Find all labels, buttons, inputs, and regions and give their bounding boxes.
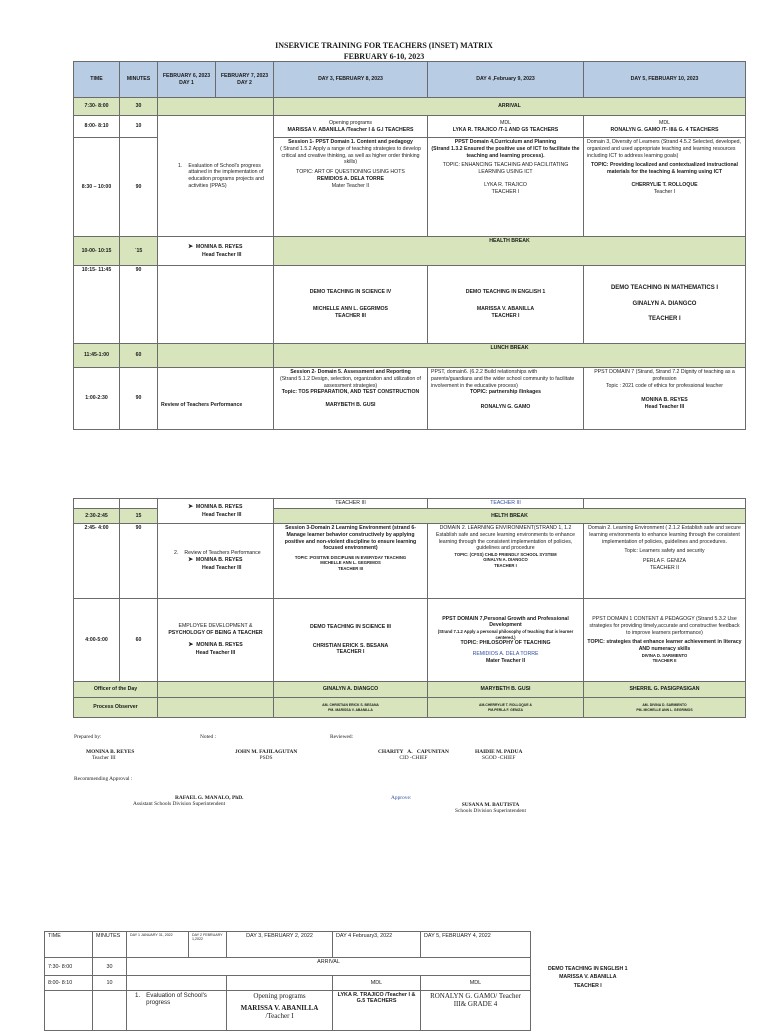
cell-line: PM-PERLA F. GENIZA — [488, 707, 523, 712]
session-title: PPST, domain6. (6.2.2 Build relationships with parents/guardians and the wider school community to facilitate involvement in the educative process) — [431, 369, 575, 389]
presenter-line — [161, 642, 270, 650]
prepared-by-label: Prepared by: — [74, 734, 102, 740]
day3-cell — [274, 524, 428, 599]
speaker-role: Mater Teacher II — [331, 182, 370, 189]
strand-text: (Strand 7.1.2 Apply a personal philosophy of teaching that is learner centered.) — [437, 629, 574, 640]
cell-line: Opening programs — [329, 119, 372, 126]
speaker-role: Head Teacher III — [644, 404, 685, 410]
signatory-role: Assistant Schools Division Superintendent — [133, 801, 226, 807]
day4-cell: MARYBETH B. GUSI — [428, 682, 584, 698]
session-title: Session 1- PPST Domain 1. Content and pedagogy — [288, 139, 413, 145]
empty-cell — [584, 499, 746, 509]
signatory-noted — [235, 749, 297, 761]
speaker-role: TEACHER III — [335, 312, 366, 319]
cell-line: MARISSA V. ABANILLA /Teacher I & G.I TEACHERS — [287, 126, 414, 133]
signatory-approve — [455, 802, 526, 814]
previous-matrix-table — [44, 931, 531, 1031]
time-cell: 10-00- 10:15 — [74, 237, 120, 266]
cell-line: AM- CHRISTIAN ERICK S. BESANA — [322, 703, 379, 708]
cell-line: PM- MARISSA V. ABANILLA — [328, 707, 373, 712]
presenter-name: MONINA B. REYES — [195, 243, 243, 250]
speaker-name: GINALYN A. DIANGCO — [632, 300, 697, 307]
session-title: Session 2- Domain 5. Assessment and Reporting — [290, 369, 411, 375]
speaker-name: CHRISTIAN ERICK S. BESANA — [312, 642, 389, 649]
speaker-name: MICHELLE ANN L. GEGRIMOS — [320, 560, 381, 566]
header-day5: DAY 5, FEBRUARY 4, 2022 — [421, 932, 531, 958]
day3-cell — [274, 116, 428, 138]
day3-cell: GINALYN A. DIANGCO — [274, 682, 428, 698]
time-cell: 2:45- 4:00 — [74, 524, 120, 599]
speaker-name: REMIDIOS A. DELA TORRE — [317, 175, 384, 182]
day4-cell — [428, 599, 584, 682]
empty-cell — [74, 499, 120, 509]
side-note-title: DEMO TEACHING IN ENGLISH 1 — [548, 966, 628, 972]
minutes-cell: 90 — [120, 524, 158, 599]
speaker-role: TEACHER III — [338, 565, 363, 571]
day3-cell — [274, 698, 428, 718]
day4-cell — [428, 266, 584, 344]
cell-line: MARISSA V. ABANILLA — [240, 1004, 319, 1012]
speaker-name: GINALYN A. DIANGCO — [483, 557, 528, 563]
day5-cell — [584, 524, 746, 599]
signatory-name: MONINA B. REYES — [86, 749, 135, 755]
presenter-line — [174, 557, 270, 565]
presenter-name: MONINA B. REYES — [196, 642, 243, 649]
presenter-name: MONINA B. REYES — [195, 503, 243, 510]
table-row — [74, 237, 746, 266]
cell-line: RONALYN G. GAMO /T- III& G. 4 TEACHERS — [610, 126, 719, 133]
empty-cell — [158, 98, 274, 116]
header-day1: DAY 1 JANUARY 31, 2022 — [127, 932, 189, 958]
header-day5: DAY 5, FEBRUARY 10, 2023 — [584, 62, 746, 98]
day5-cell: RONALYN G. GAMO/ Teacher III& GRADE 4 — [421, 991, 531, 1031]
topic-text: Topic : 2021 code of ethics for professional teacher — [605, 382, 724, 389]
day3-cell — [274, 266, 428, 344]
day12-cell — [158, 499, 274, 524]
speaker-role: TEACHER I — [494, 562, 517, 568]
inset-matrix-table-continued — [73, 498, 746, 718]
table-row — [45, 991, 531, 1031]
arrow-icon: ➤ — [188, 243, 194, 250]
session-title: Domain 2. Learning Environment ( 2.1.2 Establish safe and secure learning environments to enhance learning through the consistent implementation of policies, guidelines and procedures. — [588, 525, 741, 545]
day5-cell — [584, 698, 746, 718]
session-title: Domain 3, Diversity of Learners (Strand 4.5.2 Selected, developed, organized and used appropriate teaching and learning resources including ICT to address learning goals) — [587, 139, 741, 159]
topic-text: TOPIC: PHILOSOPHY OF TEACHING — [460, 640, 551, 647]
strand-text: (Strand 1.3.2 Ensured the positive use of ICT to facilitate the teaching and learning process). — [431, 145, 580, 159]
header-day2: DAY 2 FEBRUARY 1,2022 — [189, 932, 227, 958]
minutes-cell: `15 — [120, 237, 158, 266]
signatory-name: HAIDIE M. PADUA — [475, 749, 523, 755]
cell-line: /Teacher I — [265, 1012, 294, 1020]
list-number: 2. — [174, 550, 179, 557]
side-note — [548, 965, 628, 990]
signatory-reviewed-1 — [378, 749, 449, 761]
session-title: PPST DOMAIN 1 CONTENT & PEDAGOGY (Strand 5.3.2 Use strategies for providing timely,accurate and constructive feedback to improve learners performance) — [589, 616, 740, 636]
speaker-name: MICHELLE ANN L. GEGRIMOS — [312, 306, 389, 313]
day3-cell — [274, 368, 428, 430]
minutes-cell: 10 — [93, 976, 127, 991]
empty-cell — [158, 344, 274, 368]
signatory-recommending — [133, 795, 243, 807]
time-cell: 11:45-1:00 — [74, 344, 120, 368]
cell-line: Opening programs — [253, 992, 306, 1000]
speaker-role: TEACHER I — [648, 316, 681, 323]
minutes-cell: 90 — [120, 266, 158, 344]
empty-cell — [158, 682, 274, 698]
day5-cell — [584, 116, 746, 138]
day3-cell — [274, 599, 428, 682]
officer-label: Officer of the Day — [74, 682, 158, 698]
speaker-role: TEACHER I — [336, 649, 365, 656]
minutes-cell: 60 — [120, 344, 158, 368]
time-cell: 10:15- 11:45 — [74, 266, 120, 344]
speaker-role: Mater Teacher II — [485, 657, 526, 664]
day3-cell — [274, 138, 428, 237]
inset-matrix-table — [73, 61, 746, 430]
day4-cell: MDL — [333, 976, 421, 991]
speaker-role: TEACHER II — [649, 564, 680, 571]
side-note-role: TEACHER I — [573, 982, 602, 989]
ppas-item — [135, 992, 223, 1006]
speaker-name: RONALYN G. GAMO — [480, 404, 531, 410]
empty-cell — [158, 698, 274, 718]
presenter-role: Head Teacher III — [202, 511, 242, 518]
day12-ppas-cell — [158, 116, 274, 237]
cell-line: MDL — [659, 119, 670, 126]
header-day2: FEBRUARY 7, 2023 DAY 2 — [216, 62, 274, 98]
session-title: DOMAIN 2. LEARNING ENVIRONMENT(STRAND 1, 1.2 Establish safe and secure learning environments to enhance learning through the consistent implementation of policies, guidelines and procedure — [436, 525, 575, 552]
day12-cell — [158, 524, 274, 599]
day4-cell — [428, 524, 584, 599]
minutes-cell: 30 — [120, 98, 158, 116]
cell-line: AM-CHERRYLIE T. ROLLOQUE & — [479, 703, 532, 708]
table-row — [74, 116, 746, 138]
empty-cell — [45, 991, 93, 1031]
topic-text: Topic: TOS PREPARATION, AND TEST CONSTRUCTION — [281, 389, 420, 396]
day12-cell — [158, 237, 274, 266]
table-row — [74, 344, 746, 368]
speaker-role: Teacher I — [653, 188, 676, 195]
speaker-name: CHERRYLIE T. ROLLOQUE — [631, 181, 698, 188]
topic-text: TOPIC: Providing localized and contextualized instructional materials for the teaching & learning using ICT — [591, 162, 738, 175]
speaker-name: PERLA F. GENIZA — [643, 558, 686, 564]
list-number: 1. — [178, 162, 183, 169]
demo-title: DEMO TEACHING IN SCIENCE III — [310, 623, 391, 630]
speaker-name: MARISSA V. ABANILLA — [476, 306, 535, 313]
day4-cell — [428, 698, 584, 718]
table-row — [74, 499, 746, 509]
header-minutes: MINUTES — [93, 932, 127, 958]
table-row — [74, 682, 746, 698]
demo-title: DEMO TEACHING IN ENGLISH 1 — [465, 289, 546, 296]
empty-cell — [127, 976, 227, 991]
time-cell: 8:00- 8:10 — [45, 976, 93, 991]
signatory-role: SGOD -CHIEF — [481, 755, 516, 761]
empty-cell — [158, 266, 274, 344]
session-title: Session 3-Domain 2 Learning Environment (strand 6-Manage learner behavior constructively by applying positive and non-violent discipline to ensure learning focused environment) — [284, 525, 417, 552]
day12-cell: Review of Teachers Performance — [158, 368, 274, 430]
header-day1: FEBRUARY 6, 2023 DAY 1 — [158, 62, 216, 98]
reviewed-label: Reviewed: — [330, 734, 354, 740]
time-cell: 8:30 – 10:00 — [74, 138, 120, 237]
arrival-label: ARRIVAL — [127, 958, 531, 976]
day4-cell: LYKA R. TRAJICO /Teacher I & G.5 TEACHERS — [333, 991, 421, 1031]
header-time: TIME — [74, 62, 120, 98]
presenter-line — [188, 244, 270, 252]
session-title: PSYCHOLOGY OF BEING A TEACHER — [168, 629, 263, 636]
day5-cell — [584, 599, 746, 682]
header-day4: DAY 4 ,February 9, 2023 — [428, 62, 584, 98]
cell-line: PM- MICHELLE ANN L. GEGRIMOS — [636, 707, 693, 712]
speaker-name: MARYBETH B. GUSI — [325, 402, 376, 408]
demo-title: DEMO TEACHING IN SCIENCE IV — [309, 289, 392, 296]
day5-cell: MDL — [421, 976, 531, 991]
ppas-text: Evaluation of School's progress — [146, 992, 207, 1006]
topic-text: TOPIC: (CFSS) CHILD FRIENDLY SCHOOL SYSTEM — [454, 552, 557, 557]
header-day4: DAY 4 February3, 2022 — [333, 932, 421, 958]
header-minutes: MINUTES — [120, 62, 158, 98]
signatory-reviewed-2 — [475, 749, 522, 761]
minutes-cell: 30 — [93, 958, 127, 976]
document-title: INSERVICE TRAINING FOR TEACHERS (INSET) MATRIX — [275, 41, 493, 50]
session-title: PPST DOMAIN 7 (Strand, Strand 7.2 Dignity of teaching as a profession — [594, 369, 735, 382]
demo-title: DEMO TEACHING IN MATHEMATICS I — [610, 284, 719, 291]
signatory-name: JOHN M. FAJILAGUTAN — [235, 749, 298, 755]
table-row — [45, 958, 531, 976]
day12-cell — [127, 991, 227, 1031]
observer-label: Process Observer — [74, 698, 158, 718]
arrow-icon: ➤ — [188, 503, 194, 510]
speaker-name: MONINA B. REYES — [641, 397, 688, 404]
presenter-line — [188, 504, 270, 512]
strand-text: ( Strand 1.5.2 Apply a range of teaching strategies to develop critical and creative thinking, as well as higher order thinking skills) — [280, 145, 421, 166]
signatory-role: Teacher III — [92, 755, 116, 761]
signatory-prepared — [86, 749, 134, 761]
day12-cell — [158, 599, 274, 682]
minutes-cell: 10 — [120, 116, 158, 138]
review-text: Review of Teachers Performance — [184, 550, 261, 557]
table-row — [45, 976, 531, 991]
day4-cell: TEACHER III — [428, 499, 584, 509]
table-row — [74, 98, 746, 116]
arrow-icon: ➤ — [188, 557, 194, 564]
arrow-icon: ➤ — [188, 642, 194, 649]
day3-cell — [227, 991, 333, 1031]
session-title: PPST DOMAIN 7,Personal Growth and Professional Development — [442, 615, 569, 629]
header-row — [45, 932, 531, 958]
day5-cell — [584, 368, 746, 430]
list-number: 1. — [135, 992, 141, 999]
empty-cell — [120, 499, 158, 509]
presenter-role: Head Teacher III — [202, 564, 242, 571]
empty-cell — [227, 976, 333, 991]
minutes-cell: 60 — [120, 599, 158, 682]
recommending-label: Recommending Approval : — [74, 776, 133, 782]
health-break-label: HEALTH BREAK — [274, 237, 746, 266]
table-row — [74, 266, 746, 344]
topic-text: TOPIC: strategies that enhance learner achievement in literacy AND numeracy skills — [587, 639, 742, 653]
presenter-name: MONINA B. REYES — [195, 557, 243, 564]
signatory-name: SUSANA M. BAUTISTA — [461, 802, 520, 808]
strand-text: (Strand 5.1.2 Design, selection, organization and utilization of assessment strategies) — [279, 375, 421, 389]
topic-text: Topic: Learners safety and security — [624, 548, 705, 555]
speaker-name: LYKA R. TRAJICO — [484, 181, 527, 188]
header-day3: DAY 3, FEBRUARY 8, 2023 — [274, 62, 428, 98]
empty-cell — [93, 991, 127, 1031]
day4-cell — [428, 138, 584, 237]
approve-label: Approve: — [391, 795, 412, 801]
signatory-role: Schools Division Superintendent — [455, 808, 526, 814]
table-row — [74, 599, 746, 682]
day4-cell — [428, 368, 584, 430]
minutes-cell: 90 — [120, 138, 158, 237]
table-row — [74, 524, 746, 599]
header-row — [74, 62, 746, 98]
header-day3: DAY 3, FEBRUARY 2, 2022 — [227, 932, 333, 958]
time-cell: 7:30- 8:00 — [45, 958, 93, 976]
health-break-label: HELTH BREAK — [274, 509, 746, 524]
table-row — [74, 698, 746, 718]
ppas-text: Evaluation of School's progress attained in the implementation of education programs projects and activities (PPAS) — [188, 162, 264, 189]
session-title: EMPLOYEE DEVELOPMENT & — [178, 622, 253, 629]
topic-text: TOPIC: ART OF QUESTIONING USING HOTS — [296, 169, 405, 175]
day5-cell — [584, 266, 746, 344]
signatory-role: CID -CHIEF — [399, 755, 428, 761]
speaker-role: TEACHER II — [652, 658, 677, 664]
speaker-role: TEACHER I — [491, 188, 520, 195]
session-title: PPST Domain 4,Curriculum and Planning — [454, 139, 557, 145]
time-cell: 2:30-2:45 — [74, 509, 120, 524]
topic-text: TOPIC: partnership /linkages — [469, 389, 542, 396]
signatory-name: RAFAEL G. MANALO, PhD. — [175, 795, 244, 801]
cell-line: LYKA R. TRAJICO /T-1 AND G5 TEACHERS — [452, 126, 559, 133]
cell-line: AM- DIVINA D. SARMIENTO — [642, 703, 687, 708]
noted-label: Noted : — [200, 734, 217, 740]
arrival-label: ARRIVAL — [274, 98, 746, 116]
signatory-role: PSDS — [259, 755, 273, 761]
speaker-name: DIVINA D. SARMIENTO — [641, 652, 688, 658]
day3-cell: TEACHER III — [274, 499, 428, 509]
header-time: TIME — [45, 932, 93, 958]
cell-line: MDL — [500, 119, 511, 126]
table-row — [74, 368, 746, 430]
signatory-name: CHARITY A. CAPUNITAN — [378, 749, 449, 755]
ppas-item — [178, 163, 270, 190]
side-note-name: MARISSA V. ABANILLA — [559, 974, 617, 981]
topic-text: TOPIC :POSITIVE DISCIPLINE IN EVERYDAY TEACHING — [294, 555, 407, 560]
time-cell: 7:30- 8:00 — [74, 98, 120, 116]
speaker-role: TEACHER I — [491, 312, 520, 319]
presenter-role: Head Teacher III — [195, 650, 236, 657]
time-cell: 8:00- 8:10 — [74, 116, 120, 138]
time-cell: 1:00-2:30 — [74, 368, 120, 430]
document-subtitle: FEBRUARY 6-10, 2023 — [343, 52, 425, 61]
day5-cell — [584, 138, 746, 237]
day5-cell: SHERRIL G. PASIGPASIGAN — [584, 682, 746, 698]
speaker-name: REMIDIOS A. DELA TORRE — [472, 650, 539, 657]
time-cell: 4:00-5:00 — [74, 599, 120, 682]
minutes-cell: 15 — [120, 509, 158, 524]
lunch-break-label: LUNCH BREAK — [274, 344, 746, 368]
presenter-role: Head Teacher III — [202, 251, 242, 258]
day4-cell — [428, 116, 584, 138]
minutes-cell: 90 — [120, 368, 158, 430]
topic-text: TOPIC: ENHANCING TEACHING AND FACILITATING LEARNING USING ICT — [442, 162, 569, 175]
